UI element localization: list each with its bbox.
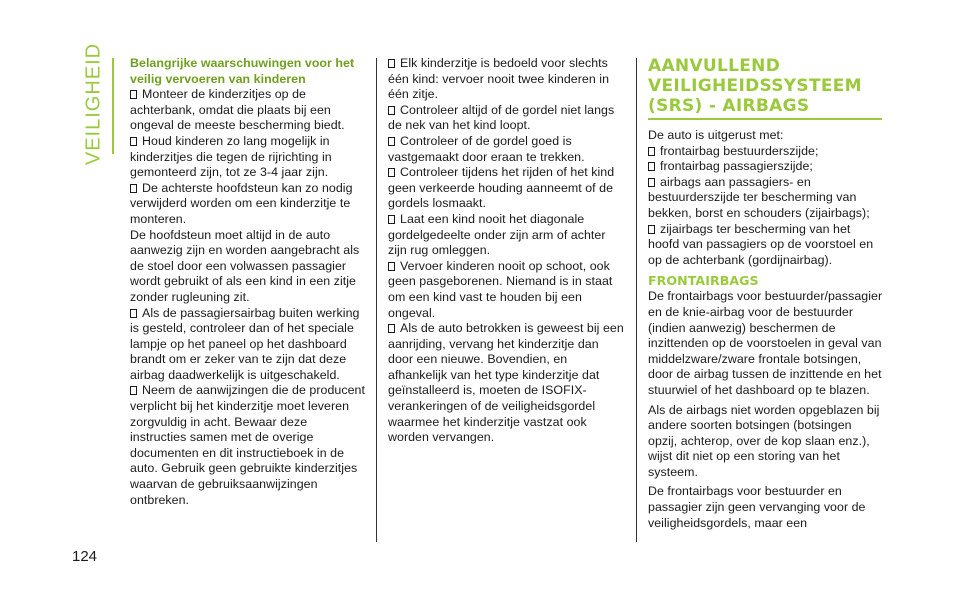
section-title-line-1: AANVULLEND [648, 56, 781, 76]
bullet-item [130, 181, 366, 228]
section-title [648, 56, 884, 116]
paragraph: De frontairbags voor bestuurder/passagier en de knie-airbag voor de bestuurder (indien aanwezig) beschermen de inzittenden op de voorstoelen in geval van middelzware/zware frontale botsingen, door de airbag tussen de inzittende en het stuurwiel of het dashboard op te blazen. [648, 289, 883, 397]
bullet-box-icon [648, 162, 655, 171]
bullet-item [388, 321, 624, 446]
bullet-box-icon [388, 262, 395, 271]
bullet-item [648, 175, 884, 222]
bullet-box-icon [388, 137, 395, 146]
bullet-item [648, 144, 884, 160]
column-2-items [388, 56, 624, 446]
paragraph: Als de airbags niet worden opgeblazen bij andere soorten botsingen (botsingen opzij, achterop, over de kop slaan enz.), wijst dit niet op een storing van het systeem. [648, 402, 880, 479]
item-text: Vervoer kinderen nooit op schoot, ook geen pasgeborenen. Niemand is in staat om een kind vast te houden bij een ongeval. [388, 258, 613, 320]
bullet-box-icon [388, 59, 395, 68]
bullet-item [648, 159, 884, 175]
chapter-accent-bar [112, 58, 114, 154]
bullet-box-icon [130, 184, 137, 193]
item-text: Neem de aanwijzingen die de producent verplicht bij het kinderzitje moet leveren zorgvuldig in acht. Bewaar deze instructies samen met de overige documenten en dit instructieboek in de auto. Gebruik geen gebruikte kinderzitjes waarvan de gebruiksaanwijzingen ontbreken. [130, 383, 365, 507]
item-text: Controleer altijd of de gordel niet langs de nek van het kind loopt. [388, 102, 615, 133]
item-text: Controleer tijdens het rijden of het kind geen verkeerde houding aanneemt of de gordels losmaakt. [388, 165, 615, 211]
bullet-box-icon [388, 106, 395, 115]
bullet-box-icon [388, 215, 395, 224]
item-text: Houd kinderen zo lang mogelijk in kinderzitjes die tegen de rijrichting in gemonteerd zijn, tot ze 3-4 jaar zijn. [130, 133, 332, 180]
bullet-item [388, 134, 624, 165]
bullet-box-icon [388, 168, 395, 177]
item-text: airbags aan passagiers- en bestuurderszijde ter bescherming van bekken, borst en schouders (zijairbags); [648, 174, 870, 220]
column-2 [388, 56, 624, 446]
item-text: frontairbag bestuurderszijde; [660, 143, 819, 158]
item-text: Monteer de kinderzitjes op de achterbank, omdat die plaats bij een ongeval de meeste bescherming biedt. [130, 87, 345, 133]
paragraph: De frontairbags voor bestuurder en passagier zijn geen vervanging voor de veiligheidsgordels, maar een [648, 484, 866, 530]
frontairbags-text [648, 289, 884, 531]
bullet-item [130, 87, 366, 134]
bullet-box-icon [130, 386, 137, 395]
bullet-item [388, 56, 624, 103]
item-text: De hoofdsteun moet altijd in de auto aanwezig zijn en worden aangebracht als de stoel door een volwassen passagier wordt gebruikt of als een kind in een zitje zonder rugleuning zit. [130, 227, 360, 304]
bullet-item [648, 222, 884, 269]
page-number: 124 [72, 548, 98, 565]
bullet-box-icon [648, 147, 655, 156]
bullet-box-icon [130, 137, 137, 146]
item-text: Laat een kind nooit het diagonale gordelgedeelte onder zijn arm of achter zijn rug omleggen. [388, 211, 606, 258]
column-divider-2 [636, 58, 637, 542]
column-divider-1 [376, 58, 377, 542]
chapter-title: VEILIGHEID [82, 42, 105, 166]
item-text: frontairbag passagierszijde; [660, 159, 813, 174]
airbag-list [648, 144, 884, 269]
bullet-box-icon [130, 309, 137, 318]
bullet-item [130, 383, 366, 508]
child-safety-subheading: Belangrijke waarschuwingen voor het veilig vervoeren van kinderen [130, 56, 355, 86]
column-1-items [130, 87, 366, 508]
bullet-box-icon [648, 178, 655, 187]
item-text: Als de auto betrokken is geweest bij een aanrijding, vervang het kinderzitje dan door een nieuwe. Bovendien, en afhankelijk van het type kinderzitje dat geïnstalleerd is, moeten de ISOFIX-verankeringen of de veiligheidsgordel waarmee het kinderzitje vastzat ook worden vervangen. [388, 321, 624, 445]
bullet-item [130, 306, 366, 384]
column-1 [130, 56, 366, 508]
bullet-item [388, 259, 624, 321]
airbag-intro: De auto is uitgerust met: [648, 128, 784, 142]
bullet-item [388, 212, 624, 259]
paragraph [130, 228, 366, 306]
column-3 [648, 56, 884, 535]
frontairbags-subheading: FRONTAIRBAGS [648, 273, 759, 289]
bullet-box-icon [648, 225, 655, 234]
item-text: Controleer of de gordel goed is vastgemaakt door eraan te trekken. [388, 133, 585, 164]
item-text: Als de passagiersairbag buiten werking is gesteld, controleer dan of het speciale lampje op het paneel op het dashboard brandt om er zeker van te zijn dat deze airbag daadwerkelijk is uitgeschakeld. [130, 305, 360, 382]
bullet-box-icon [130, 90, 137, 99]
section-title-underline [648, 118, 882, 120]
bullet-item [388, 165, 624, 212]
section-title-line-3: (SRS) - AIRBAGS [648, 96, 810, 116]
item-text: zijairbags ter bescherming van het hoofd van passagiers op de voorstoel en op de achterbank (gordijnairbag). [648, 221, 874, 267]
bullet-box-icon [388, 324, 395, 333]
bullet-item [130, 134, 366, 181]
item-text: Elk kinderzitje is bedoeld voor slechts één kind: vervoer nooit twee kinderen in één zitje. [388, 56, 610, 102]
item-text: De achterste hoofdsteun kan zo nodig verwijderd worden om een kinderzitje te monteren. [130, 180, 353, 226]
bullet-item [388, 103, 624, 134]
section-title-line-2: VEILIGHEIDSSYSTEEM [648, 76, 862, 96]
chapter-side-label [80, 42, 108, 166]
